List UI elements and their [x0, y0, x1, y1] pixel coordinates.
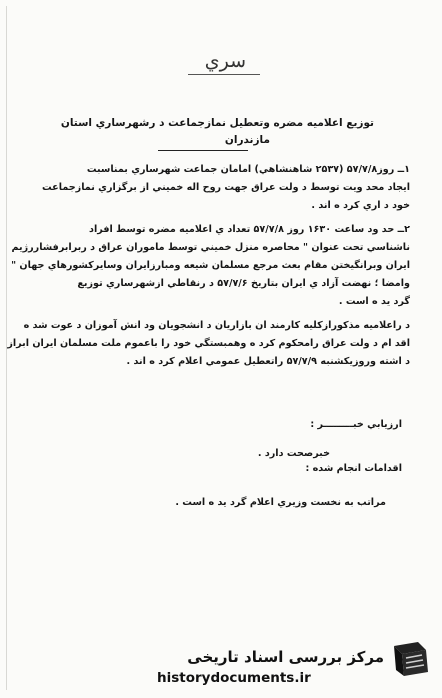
body-line-3: خود د اري کرد ه اند . [311, 200, 410, 211]
body-line-11: د اشته وروزيکشنبه ۵۷/۷/۹ راتعطيل عمومي اعلام کرد ه اند . [126, 356, 410, 367]
body-line-10: اقد ام د ولت عراق رامحکوم کرد ه وهمبستگي خود را باعموم ملت مسلمان ايران ابراز [7, 338, 410, 349]
classification-underline [188, 74, 260, 75]
body-line-6: ايران وبرانگيختن مقام بعث مرجع مسلمان شيعه ومبارزايران وسايركشورهاي جهان " [11, 260, 410, 271]
body-line-1: ۱ــ روز۵۷/۷/۸ (۲۵۳۷ شاهنشاهي) امامان جماعت شهرساري بمناسبت [86, 164, 410, 175]
subject-underline [158, 150, 248, 151]
body-line-8: گرد يد ه است . [338, 296, 410, 307]
actions-label: اقدامات انجام شده : [305, 463, 402, 474]
actions-value: مراتب به نخست وزيري اعلام گرد يد ه است . [175, 497, 386, 508]
assessment-value: خبرصحت دارد . [257, 448, 330, 459]
subject-line-2: مازندران [224, 134, 270, 146]
body-line-9: د راعلاميه مذکورازکليه کارمند ان بازاريان د انشجويان ود انش آموزان د عوت شد ه [23, 320, 410, 331]
subject-line-1: توزيع اعلاميه مضره وتعطيل نمازجماعت د رشهرساري استان [60, 117, 374, 129]
body-line-5: ناشناسي تحت عنوان " محاصره منزل خميني توسط ماموران عراق د ربرابرفشاررژيم [11, 242, 410, 253]
watermark-title: مرکز بررسی اسناد تاریخی [187, 648, 384, 666]
body-line-2: ايجاد محد ويت توسط د ولت عراق جهت روح اله خميني از برگزاري نمازجماعت [42, 182, 410, 193]
watermark-url: historydocuments.ir [157, 670, 311, 686]
body-line-4: ۲ــ حد ود ساعت ۱۶۳۰ روز ۵۷/۷/۸ تعداد ي اعلاميه مضره توسط افراد [89, 224, 410, 235]
assessment-label: ارزيابي خبـــــــــر : [310, 419, 402, 430]
body-line-7: وامضا ؛ نهضت آزاد ي ايران بتاريخ ۵۷/۷/۶ د رنقاطي ازشهرساري توزيع [77, 278, 410, 289]
classification-heading: سري [204, 50, 246, 72]
archive-logo-icon [388, 640, 432, 680]
